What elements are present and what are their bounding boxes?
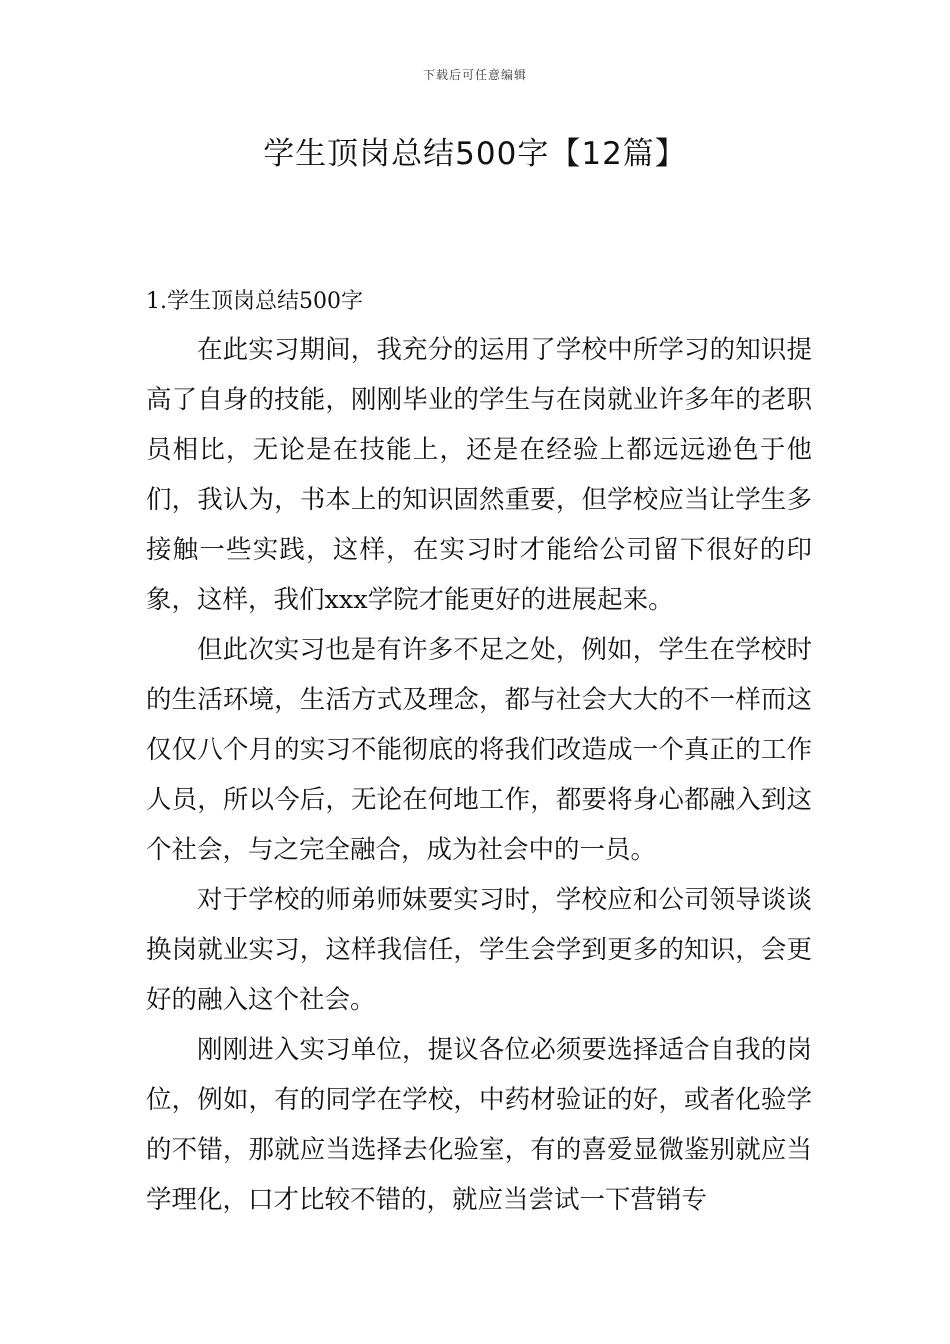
paragraph: 在此实习期间，我充分的运用了学校中所学习的知识提高了自身的技能，刚刚毕业的学生与在岗就业许多年的老职员相比，无论是在技能上，还是在经验上都远远逊色于他们，我认为，书本上的知识固然重要，但学校应当让学生多接触一些实践，这样，在实习时才能给公司留下很好的印象，这样，我们xxx学院才能更好的进展起来。 [146, 335, 812, 615]
body-text [146, 325, 812, 1225]
document-title: 学生顶岗总结500字【12篇】 [263, 136, 687, 172]
section-heading: 1.学生顶岗总结500字 [146, 289, 363, 314]
paragraph: 刚刚进入实习单位，提议各位必须要选择适合自我的岗位，例如，有的同学在学校，中药材验证的好，或者化验学的不错，那就应当选择去化验室，有的喜爱显微鉴别就应当学理化，口才比较不错的，就应当尝试一下营销专 [146, 1035, 812, 1215]
paragraph: 但此次实习也是有许多不足之处，例如，学生在学校时的生活环境，生活方式及理念，都与社会大大的不一样而这仅仅八个月的实习不能彻底的将我们改造成一个真正的工作人员，所以今后，无论在何地工作，都要将身心都融入到这个社会，与之完全融合，成为社会中的一员。 [146, 635, 812, 865]
header-note: 下载后可任意编辑 [422, 68, 527, 82]
paragraph: 对于学校的师弟师妹要实习时，学校应和公司领导谈谈换岗就业实习，这样我信任，学生会学到更多的知识，会更好的融入这个社会。 [146, 885, 812, 1015]
